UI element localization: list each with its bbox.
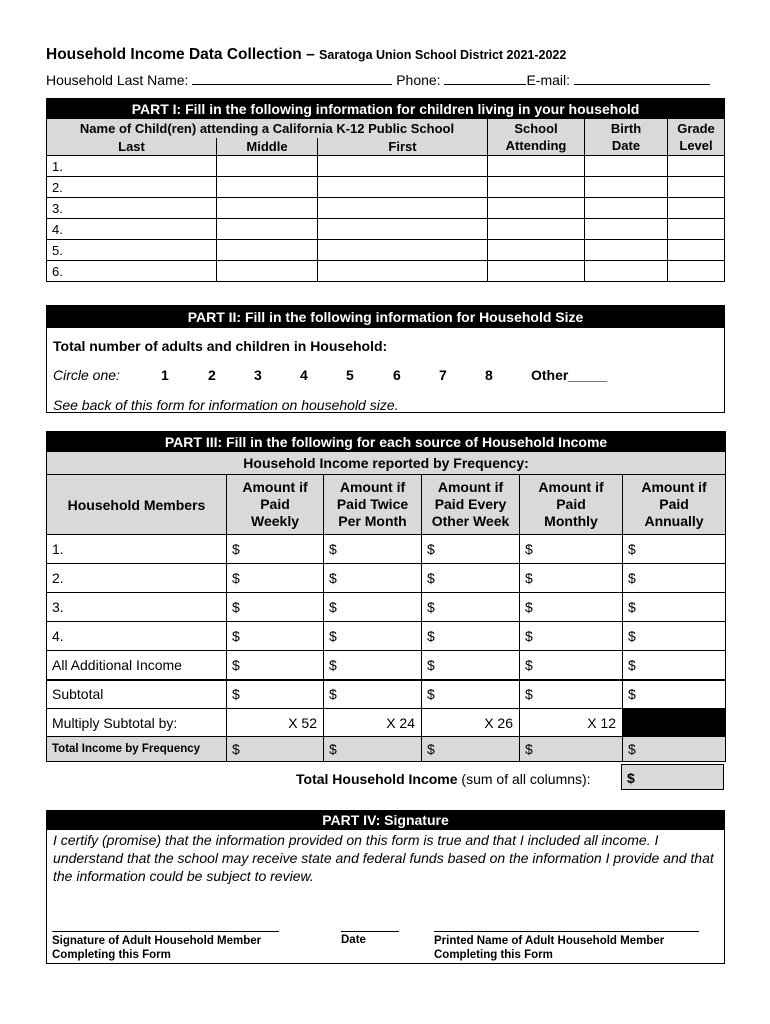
multiplier-twice-monthly: X 24 [324, 709, 422, 737]
multiply-row [47, 709, 726, 737]
amount-cell[interactable]: $ [422, 535, 520, 564]
col-household-members: Household Members [47, 475, 227, 535]
amount-cell[interactable]: $ [324, 622, 422, 651]
amount-cell[interactable]: $ [324, 593, 422, 622]
printed-name-line[interactable] [434, 931, 699, 932]
circle-one-label: Circle one: [53, 367, 120, 383]
cell[interactable] [488, 261, 585, 282]
multiplier-weekly: X 52 [227, 709, 324, 737]
table-row [47, 219, 725, 240]
cell[interactable] [217, 219, 318, 240]
size-option-2[interactable]: 2 [208, 367, 216, 383]
table-row [47, 261, 725, 282]
part1-table [46, 98, 725, 282]
amount-cell[interactable]: $ [422, 564, 520, 593]
amount-cell[interactable]: $ [623, 535, 726, 564]
table-row [47, 651, 726, 680]
part3-table [46, 431, 726, 762]
amount-cell[interactable]: $ [324, 564, 422, 593]
cell[interactable] [488, 156, 585, 177]
cell[interactable] [318, 177, 488, 198]
date-line[interactable] [341, 931, 399, 932]
table-row [47, 564, 726, 593]
row-number: 1. [47, 156, 217, 177]
amount-cell[interactable]: $ [227, 651, 324, 680]
row-number: 6. [47, 261, 217, 282]
table-row [47, 622, 726, 651]
email-field[interactable] [574, 72, 710, 85]
subtotal-cell[interactable]: $ [623, 680, 726, 709]
size-option-1[interactable]: 1 [161, 367, 169, 383]
amount-cell[interactable]: $ [422, 593, 520, 622]
total-by-frequency-row [47, 737, 726, 762]
part2-title: PART II: Fill in the following information for Household Size [47, 306, 724, 328]
part3-subtitle: Household Income reported by Frequency: [47, 452, 726, 475]
table-row [47, 177, 725, 198]
subtotal-cell[interactable]: $ [227, 680, 324, 709]
cell[interactable] [217, 198, 318, 219]
cell[interactable] [668, 219, 725, 240]
size-option-6[interactable]: 6 [393, 367, 401, 383]
cell[interactable] [217, 261, 318, 282]
member-label: 1. [47, 535, 227, 564]
total-freq-cell[interactable]: $ [422, 737, 520, 762]
phone-field[interactable] [444, 72, 526, 85]
col-weekly: Amount if Paid Weekly [227, 475, 324, 535]
blacked-out-cell [623, 709, 726, 737]
amount-cell[interactable]: $ [520, 651, 623, 680]
amount-cell[interactable]: $ [324, 535, 422, 564]
col-middle: Middle [217, 138, 318, 156]
phone-label: Phone: [396, 72, 441, 88]
total-freq-cell[interactable]: $ [227, 737, 324, 762]
size-option-5[interactable]: 5 [346, 367, 354, 383]
cell[interactable] [585, 219, 668, 240]
amount-cell[interactable]: $ [623, 593, 726, 622]
part4-title: PART IV: Signature [47, 811, 724, 830]
last-name-field[interactable] [192, 72, 392, 85]
size-option-4[interactable]: 4 [300, 367, 308, 383]
total-household-income-field[interactable]: $ [621, 764, 724, 790]
household-info-line [46, 72, 710, 88]
cell[interactable] [488, 240, 585, 261]
part3-title: PART III: Fill in the following for each source of Household Income [47, 432, 726, 452]
total-freq-cell[interactable]: $ [324, 737, 422, 762]
cell[interactable] [217, 177, 318, 198]
part2-box [46, 305, 725, 413]
row-number: 2. [47, 177, 217, 198]
col-biweekly: Amount if Paid Every Other Week [422, 475, 520, 535]
cell[interactable] [318, 261, 488, 282]
household-size-note: See back of this form for information on household size. [53, 397, 399, 413]
col-first: First [318, 138, 488, 156]
cell[interactable] [488, 219, 585, 240]
subtotal-cell[interactable]: $ [422, 680, 520, 709]
signature-label: Signature of Adult Household Member Completing this Form [52, 935, 262, 961]
col-annually: Amount if Paid Annually [623, 475, 726, 535]
cell[interactable] [488, 177, 585, 198]
cell[interactable] [318, 198, 488, 219]
cell[interactable] [318, 156, 488, 177]
row-number: 4. [47, 219, 217, 240]
size-option-7[interactable]: 7 [439, 367, 447, 383]
total-freq-cell[interactable]: $ [520, 737, 623, 762]
part1-title: PART I: Fill in the following information for children living in your household [47, 99, 725, 119]
size-option-other[interactable]: Other_____ [531, 367, 608, 383]
cell[interactable] [217, 240, 318, 261]
col-grade-level: Grade Level [668, 119, 725, 156]
cell[interactable] [585, 177, 668, 198]
signature-line[interactable] [52, 931, 279, 932]
cell[interactable] [585, 261, 668, 282]
subtotal-label: Subtotal [47, 680, 227, 709]
total-freq-cell[interactable]: $ [623, 737, 726, 762]
multiplier-monthly: X 12 [520, 709, 623, 737]
cell[interactable] [217, 156, 318, 177]
amount-cell[interactable]: $ [520, 564, 623, 593]
row-number: 5. [47, 240, 217, 261]
total-freq-label: Total Income by Frequency [47, 737, 227, 762]
member-label: 2. [47, 564, 227, 593]
cell[interactable] [585, 240, 668, 261]
table-row [47, 198, 725, 219]
certification-text: I certify (promise) that the information provided on this form is true and that I included all income. I understand that the school may receive state and federal funds based on the information I provide and that the information could be subject to review. [53, 832, 714, 884]
cell[interactable] [668, 261, 725, 282]
total-household-label: Total Household Income (sum of all columns): [296, 771, 591, 787]
cell[interactable] [668, 198, 725, 219]
cell[interactable] [585, 156, 668, 177]
cell[interactable] [488, 198, 585, 219]
row-number: 3. [47, 198, 217, 219]
table-row [47, 535, 726, 564]
printed-name-label: Printed Name of Adult Household Member Completing this Form [434, 935, 665, 961]
multiplier-biweekly: X 26 [422, 709, 520, 737]
cell[interactable] [668, 240, 725, 261]
cell[interactable] [668, 156, 725, 177]
member-label: 4. [47, 622, 227, 651]
form-title [46, 46, 566, 64]
amount-cell[interactable]: $ [623, 564, 726, 593]
member-label: 3. [47, 593, 227, 622]
size-option-3[interactable]: 3 [254, 367, 262, 383]
form-title-text: Household Income Data Collection – [46, 46, 315, 63]
date-label: Date [341, 934, 366, 946]
last-name-label: Household Last Name: [46, 72, 189, 88]
amount-cell[interactable]: $ [520, 535, 623, 564]
member-label: All Additional Income [47, 651, 227, 680]
col-last: Last [47, 138, 217, 156]
amount-cell[interactable]: $ [227, 622, 324, 651]
amount-cell[interactable]: $ [623, 622, 726, 651]
amount-cell[interactable]: $ [520, 593, 623, 622]
amount-cell[interactable]: $ [227, 535, 324, 564]
email-label: E-mail: [526, 72, 571, 88]
amount-cell[interactable]: $ [520, 622, 623, 651]
cell[interactable] [318, 240, 488, 261]
cell[interactable] [318, 219, 488, 240]
table-row [47, 156, 725, 177]
part4-box [46, 810, 725, 964]
form-subtitle: Saratoga Union School District 2021-2022 [319, 48, 567, 62]
subtotal-cell[interactable]: $ [520, 680, 623, 709]
amount-cell[interactable]: $ [324, 651, 422, 680]
col-monthly: Amount if Paid Monthly [520, 475, 623, 535]
amount-cell[interactable]: $ [227, 564, 324, 593]
amount-cell[interactable]: $ [227, 593, 324, 622]
amount-cell[interactable]: $ [422, 651, 520, 680]
cell[interactable] [668, 177, 725, 198]
size-option-8[interactable]: 8 [485, 367, 493, 383]
cell[interactable] [585, 198, 668, 219]
amount-cell[interactable]: $ [422, 622, 520, 651]
subtotal-cell[interactable]: $ [324, 680, 422, 709]
subtotal-row [47, 680, 726, 709]
col-twice-monthly: Amount if Paid Twice Per Month [324, 475, 422, 535]
table-row [47, 593, 726, 622]
household-size-label: Total number of adults and children in Household: [53, 338, 388, 354]
amount-cell[interactable]: $ [623, 651, 726, 680]
col-school-attending: School Attending [488, 119, 585, 156]
multiply-label: Multiply Subtotal by: [47, 709, 227, 737]
part1-group-header: Name of Child(ren) attending a California K-12 Public School [47, 119, 488, 138]
col-birth-date: Birth Date [585, 119, 668, 156]
table-row [47, 240, 725, 261]
